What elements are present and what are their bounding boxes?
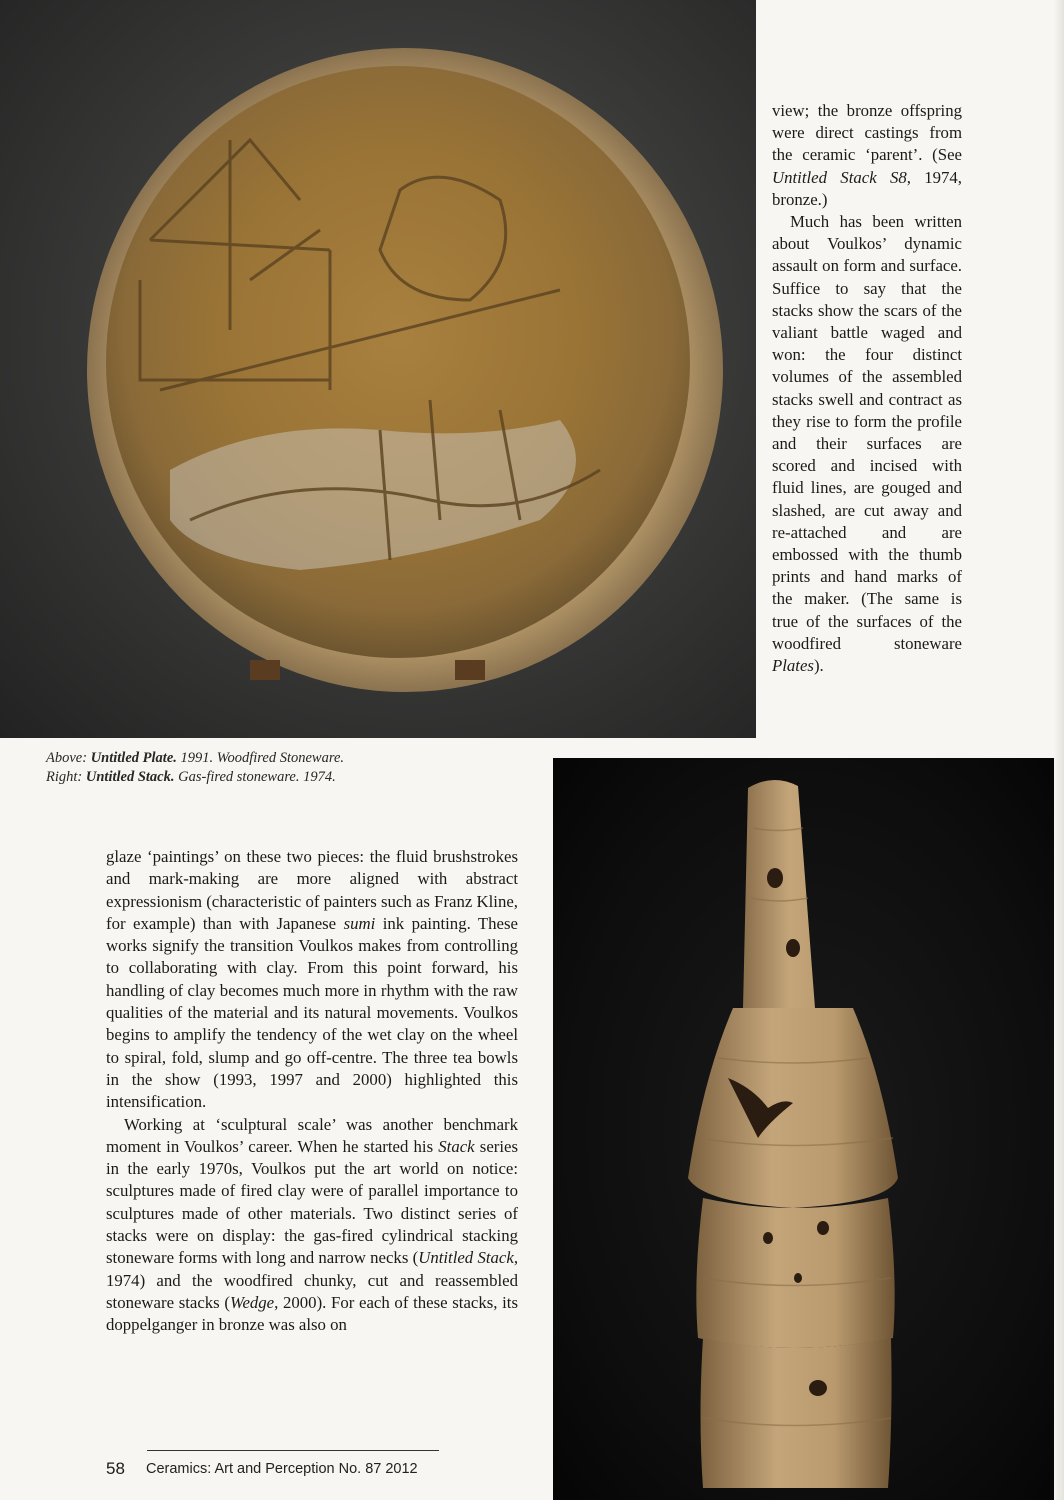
right-paragraph-1 [772, 100, 962, 211]
text-run: , 1974) and the woodfired chunky, cut and reassembled stoneware stacks ( [106, 1248, 519, 1312]
photo-caption [46, 749, 526, 787]
text-run: glaze ‘paintings’ on these two pieces: the fluid brushstrokes and mark-making are more aligned with abstract expressionism (characteristic of painters such as Franz Kline, for example) than with Japanese [106, 847, 518, 933]
text-run: series in the early 1970s, Voulkos put the art world on notice: sculptures made of fired clay were of parallel importance to sculptures made of other materials. Two distinct series of stacks were on display: the gas-fired cylindrical stacking stoneware forms with long and narrow necks ( [106, 1136, 518, 1268]
main-paragraph-2 [106, 1114, 518, 1337]
caption-line-2 [46, 768, 526, 787]
caption-details: 1991. Woodfired Stoneware. [176, 750, 345, 766]
caption-line-1 [46, 749, 526, 768]
text-run: Working at ‘sculptural scale’ was another benchmark moment in Voulkos’ career. When he started his [106, 1114, 518, 1156]
italic-title: Plates [772, 656, 814, 676]
italic-title: Untitled Stack S8 [772, 167, 907, 187]
text-run: , 1974, bronze.) [772, 167, 962, 209]
italic-term: sumi [343, 913, 376, 933]
text-run: ). [813, 656, 824, 676]
right-column-text [772, 100, 962, 677]
caption-prefix: Right: [46, 769, 86, 785]
caption-title: Untitled Plate. [90, 750, 177, 766]
text-run: ink painting. These works signify the transition Voulkos makes from controlling to collaborating with clay. From this point forward, his handling of clay becomes much more in rhythm with the raw qualities of the material and its natural movements. Voulkos begins to amplify the tendency of the wet clay on the wheel to spiral, fold, slump and go off-centre. The three tea bowls in the show (1993, 1997 and 2000) highlighted this intensification. [106, 913, 518, 1112]
text-run: Much has been written about Voulkos’ dynamic assault on form and surface. Suffice to say that the stacks show the scars of the valiant battle waged and won: the four distinct volumes of the assembled stacks swell and contract as they rise to form the profile and their surfaces are scored and incised with fluid lines, are gouged and slashed, are cut away and re-attached and are embossed with the thumb prints and hand marks of the maker. (The same is true of the surfaces of the woodfired stoneware [772, 212, 962, 653]
right-paragraph-2 [772, 211, 962, 677]
page-number: 58 [106, 1459, 125, 1478]
footer-rule [147, 1450, 439, 1451]
caption-details: Gas-fired stoneware. 1974. [174, 769, 336, 785]
italic-title: Wedge [230, 1292, 275, 1312]
text-run: , 2000). For each of these stacks, its doppelganger in bronze was also on [106, 1292, 518, 1335]
main-paragraph-1 [106, 846, 518, 1114]
page-edge [1054, 0, 1064, 1500]
journal-title: Ceramics: Art and Perception No. 87 2012 [146, 1461, 418, 1477]
stack-photo [553, 758, 1064, 1500]
text-run: view; the bronze offspring were direct castings from the ceramic ‘parent’. (See [772, 101, 962, 165]
caption-title: Untitled Stack. [85, 769, 175, 785]
italic-title: Untitled Stack [418, 1248, 514, 1268]
caption-prefix: Above: [46, 750, 91, 766]
main-column-text [106, 846, 518, 1337]
stack-illustration [553, 758, 1064, 1500]
plate-photo [0, 0, 756, 738]
plate-illustration [0, 0, 756, 738]
italic-title: Stack [438, 1136, 475, 1156]
